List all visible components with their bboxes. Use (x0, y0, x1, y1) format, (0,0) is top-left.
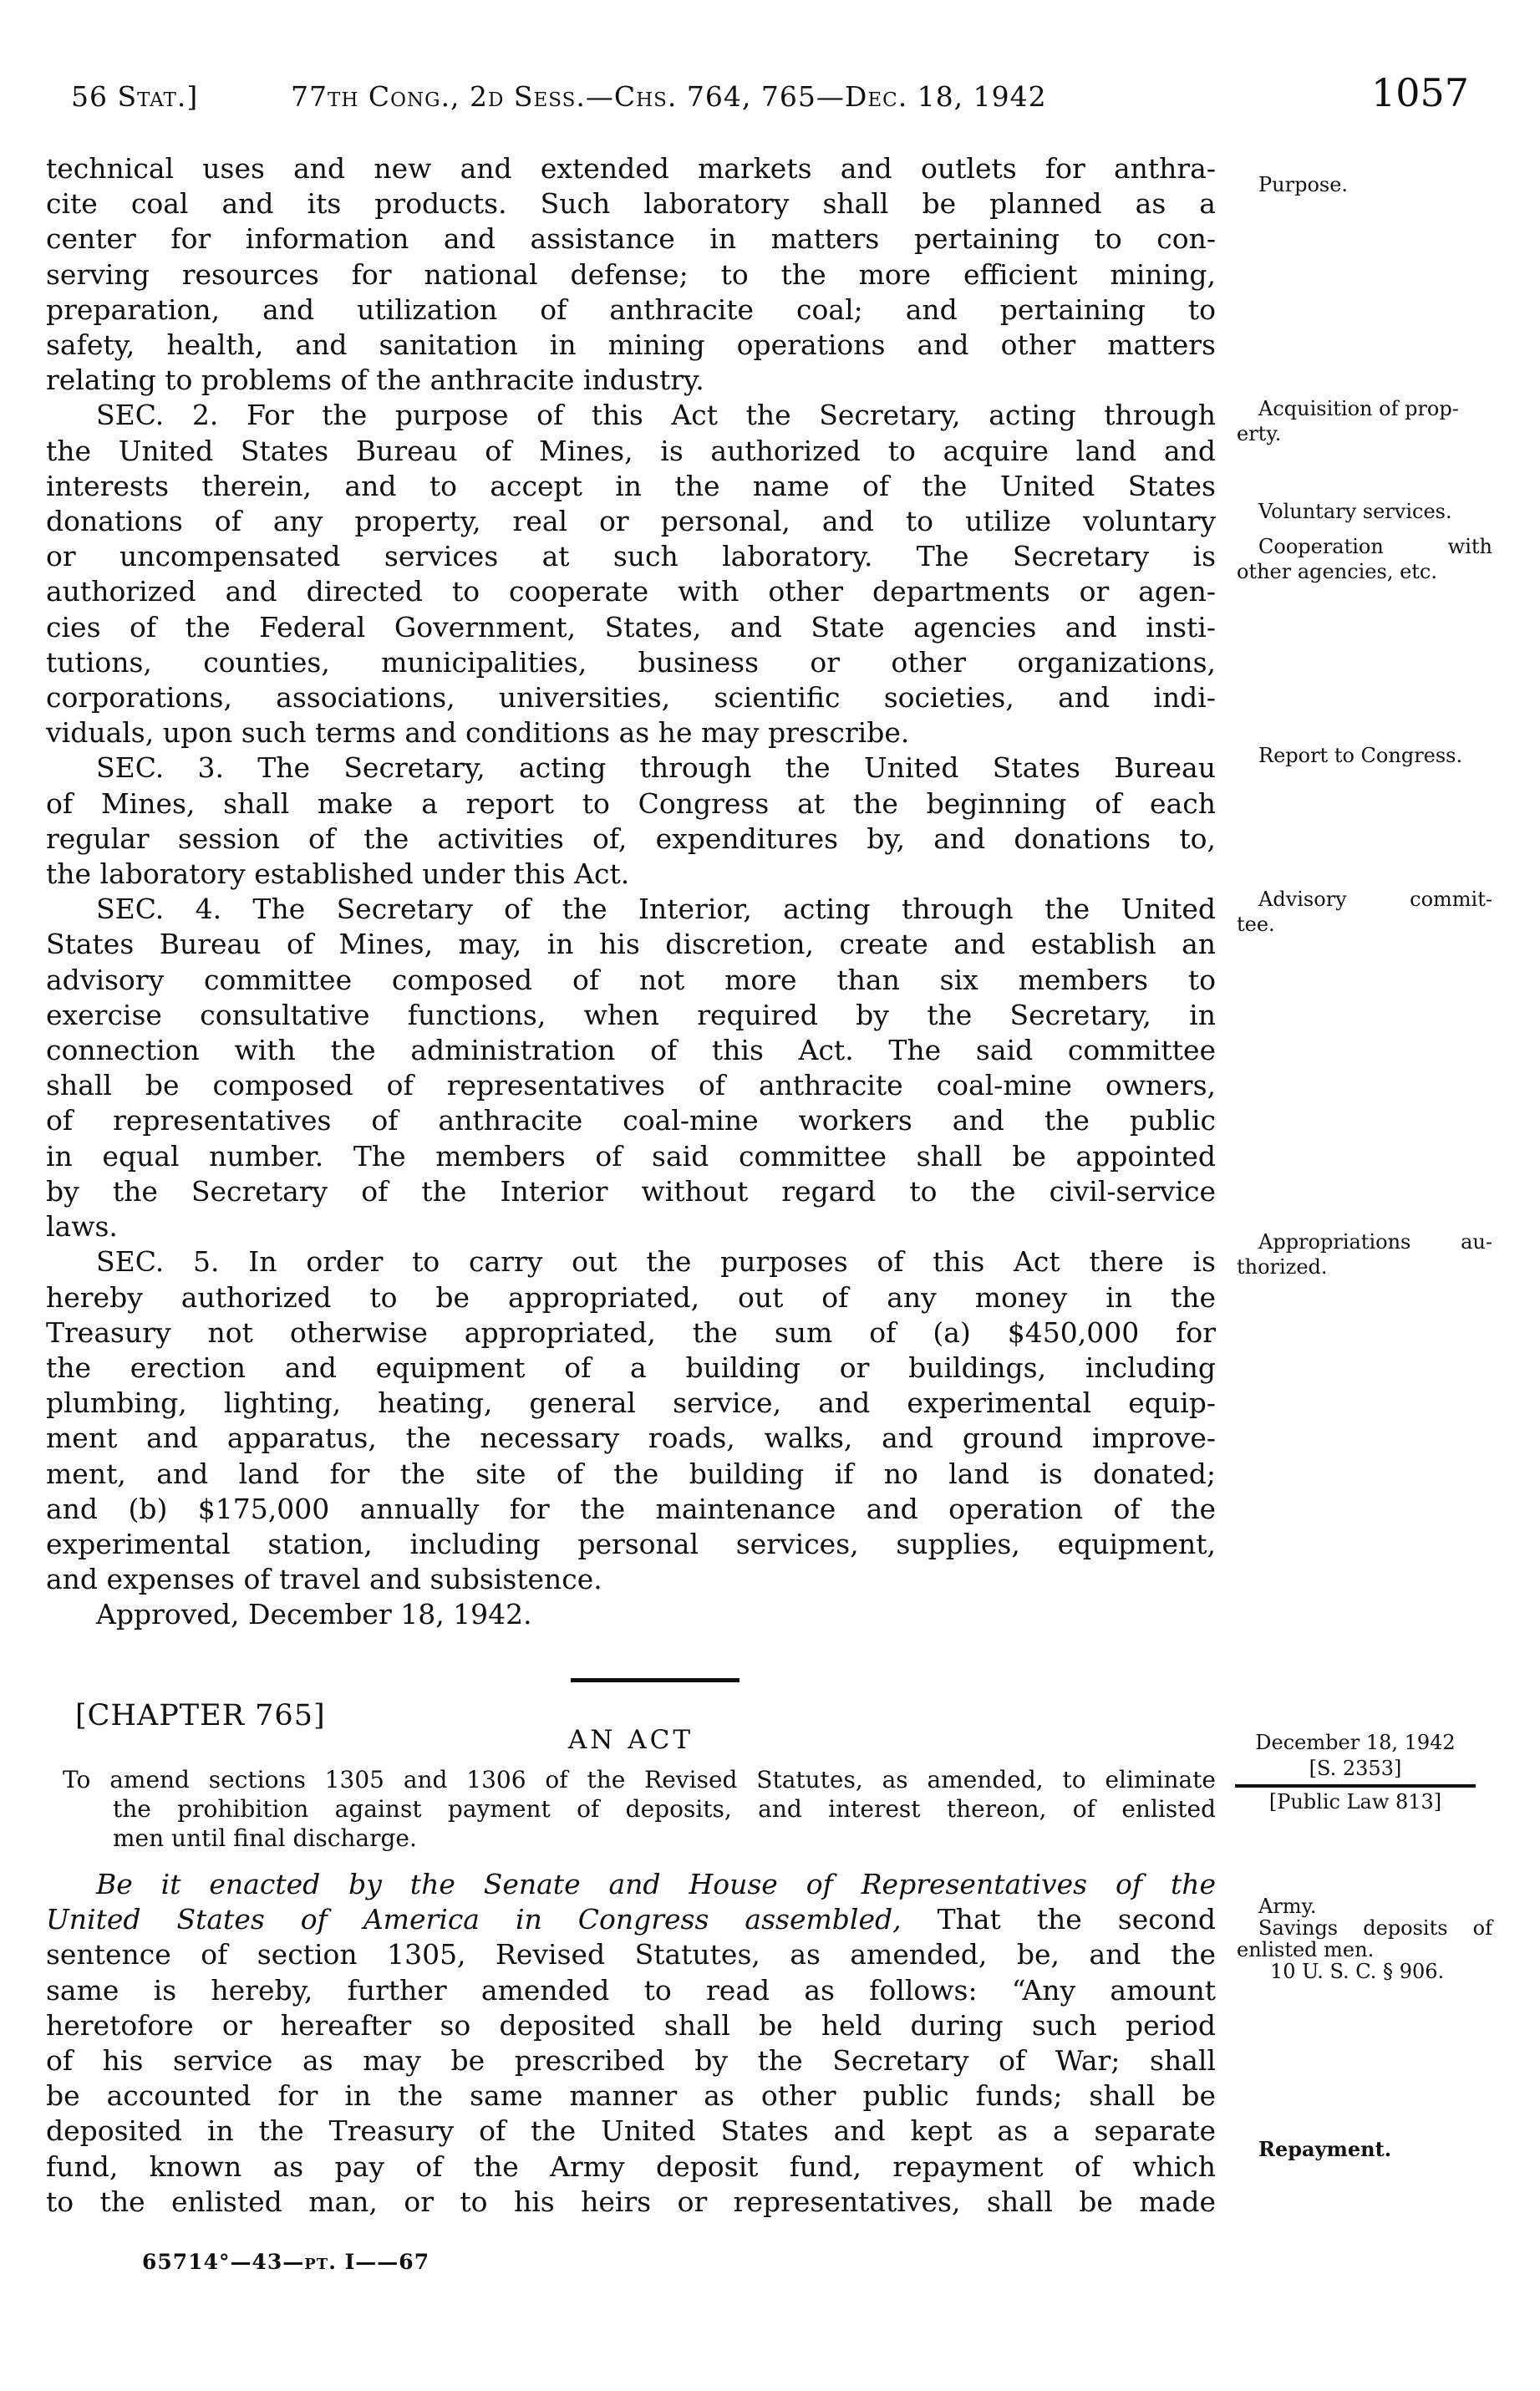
margin-note-line: Army. (1258, 1895, 1317, 1918)
margin-note-acquisition (1237, 396, 1492, 446)
separator-rule (571, 1678, 740, 1682)
body-line: ment and apparatus, the necessary roads, walks, and ground improve- (46, 1422, 1216, 1455)
enacting-clause-line (46, 1902, 1216, 1937)
body-line: the laboratory established under this Act. (46, 857, 630, 891)
body-line: States Bureau of Mines, may, in his discretion, create and establish an (46, 928, 1216, 961)
body-line: in equal number. The members of said committee shall be appointed (46, 1139, 1216, 1173)
body-line-sec5: SEC. 5. In order to carry out the purposes of this Act there is (96, 1245, 1216, 1279)
margin-rule (1235, 1784, 1476, 1788)
header-volume: 56 Stat.] (71, 80, 199, 113)
act-title-line: the prohibition against payment of deposits, and interest thereon, of enlisted (113, 1795, 1216, 1823)
margin-note-repayment (1237, 2137, 1492, 2162)
margin-note-line: Repayment. (1258, 2137, 1392, 2161)
margin-note-line: tee. (1237, 913, 1275, 936)
margin-note-line: Purpose. (1258, 173, 1349, 196)
body-line: hereby authorized to be appropriated, out of any money in the (46, 1280, 1216, 1314)
body-line: heretofore or hereafter so deposited shall be held during such period (46, 2008, 1216, 2042)
body-line: shall be composed of representatives of anthracite coal-mine owners, (46, 1069, 1216, 1102)
body-line: or uncompensated services at such laboratory. The Secretary is (46, 540, 1216, 573)
margin-note-line: Savings deposits of (1258, 1916, 1492, 1940)
body-line: and expenses of travel and subsistence. (46, 1563, 602, 1596)
margin-note-line: Report to Congress. (1258, 744, 1463, 767)
margin-note-army (1237, 1895, 1492, 1982)
body-line: tutions, counties, municipalities, business or other organizations, (46, 645, 1216, 679)
body-line: preparation, and utilization of anthracite coal; and pertaining to (46, 293, 1216, 326)
margin-note-appropriations (1237, 1229, 1492, 1279)
body-line: same is hereby, further amended to read as follows: “Any amount (46, 1973, 1216, 2007)
body-line: deposited in the Treasury of the United States and kept as a separate (46, 2114, 1216, 2148)
margin-note-usc-citation: 10 U. S. C. § 906. (1270, 1960, 1445, 1983)
margin-note-line: Acquisition of prop- (1258, 397, 1459, 420)
body-line: viduals, upon such terms and conditions as he may prescribe. (46, 716, 910, 750)
margin-note-advisory (1237, 887, 1492, 937)
margin-note-line: erty. (1237, 422, 1282, 445)
body-line: relating to problems of the anthracite industry. (46, 364, 704, 397)
body-line: cies of the Federal Government, States, and State agencies and insti- (46, 610, 1216, 644)
margin-note-ch765-header (1235, 1730, 1476, 1815)
body-line: by the Secretary of the Interior without regard to the civil-service (46, 1174, 1216, 1208)
body-line: Treasury not otherwise appropriated, the sum of (a) $450,000 for (46, 1315, 1216, 1349)
body-line-sec2: SEC. 2. For the purpose of this Act the Secretary, acting through (96, 399, 1216, 432)
body-line: cite coal and its products. Such laboratory shall be planned as a (46, 187, 1216, 221)
body-line: fund, known as pay of the Army deposit fund, repayment of which (46, 2149, 1216, 2183)
body-line: regular session of the activities of, expenditures by, and donations to, (46, 822, 1216, 855)
body-line: to the enlisted man, or to his heirs or representatives, shall be made (46, 2185, 1216, 2218)
body-line: ment, and land for the site of the building if no land is donated; (46, 1457, 1216, 1490)
header-session: 77th Cong., 2d Sess.—Chs. 764, 765—Dec. 18, 1942 (291, 80, 1047, 113)
margin-note-date: December 18, 1942 (1255, 1731, 1456, 1754)
body-line-sec3: SEC. 3. The Secretary, acting through the United States Bureau (96, 751, 1216, 785)
margin-note-line: Advisory commit- (1258, 888, 1492, 911)
margin-note-purpose (1237, 172, 1492, 197)
body-line: of Mines, shall make a report to Congress at the beginning of each (46, 786, 1216, 820)
body-line: of his service as may be prescribed by the Secretary of War; shall (46, 2044, 1216, 2078)
body-line: connection with the administration of this Act. The said committee (46, 1034, 1216, 1067)
body-line: serving resources for national defense; to the more efficient mining, (46, 257, 1216, 291)
margin-note-voluntary (1237, 499, 1492, 524)
body-line: plumbing, lighting, heating, general service, and experimental equip- (46, 1386, 1216, 1420)
body-line: interests therein, and to accept in the name of the United States (46, 469, 1216, 502)
act-764-body (46, 151, 1216, 1633)
act-heading: AN ACT (567, 1725, 694, 1755)
body-line: of representatives of anthracite coal-mine workers and the public (46, 1104, 1216, 1137)
margin-note-line: Voluntary services. (1258, 500, 1452, 523)
margin-note-public-law: [Public Law 813] (1268, 1790, 1442, 1814)
page-number: 1057 (1371, 70, 1470, 115)
margin-note-line: Appropriations au- (1258, 1230, 1492, 1254)
body-line-sec4: SEC. 4. The Secretary of the Interior, acting through the United (96, 893, 1216, 926)
body-line: sentence of section 1305, Revised Statutes, as amended, be, and the (46, 1938, 1216, 1971)
act-title-line: To amend sections 1305 and 1306 of the Revised Statutes, as amended, to eliminate (63, 1766, 1216, 1793)
body-line: authorized and directed to cooperate with other departments or agen- (46, 575, 1216, 608)
act-765-body (46, 1867, 1216, 2220)
margin-note-line: Cooperation with (1258, 535, 1492, 558)
margin-note-line: thorized. (1237, 1255, 1328, 1279)
margin-note-line: enlisted men. (1237, 1938, 1375, 1961)
body-line: center for information and assistance in matters pertaining to con- (46, 222, 1216, 256)
body-line: corporations, associations, universities, scientific societies, and indi- (46, 681, 1216, 715)
act-title-line: men until final discharge. (113, 1824, 417, 1852)
margin-note-bill-number: [S. 2353] (1309, 1757, 1402, 1780)
body-line: laws. (46, 1210, 118, 1244)
body-line: advisory committee composed of not more than six members to (46, 963, 1216, 996)
body-line: and (b) $175,000 annually for the maintenance and operation of the (46, 1492, 1216, 1525)
enacting-clause-italic: United States of America in Congress assembled, (46, 1903, 902, 1936)
body-line: be accounted for in the same manner as other public funds; shall be (46, 2079, 1216, 2113)
enacting-clause-roman: That the second (901, 1903, 1216, 1936)
act-title (46, 1765, 1216, 1853)
margin-note-cooperation (1237, 534, 1492, 584)
body-line: technical uses and new and extended markets and outlets for anthra- (46, 152, 1216, 185)
chapter-heading: [CHAPTER 765] (75, 1699, 326, 1732)
body-line: donations of any property, real or personal, and to utilize voluntary (46, 505, 1216, 538)
body-line: the United States Bureau of Mines, is authorized to acquire land and (46, 434, 1216, 467)
body-line: the erection and equipment of a building or buildings, including (46, 1351, 1216, 1384)
enacting-clause-line: Be it enacted by the Senate and House of Representatives of the (96, 1868, 1216, 1900)
margin-note-line: other agencies, etc. (1237, 560, 1437, 583)
page-footer-imprint: 65714°—43—pt. I——67 (142, 2250, 430, 2274)
body-line: exercise consultative functions, when required by the Secretary, in (46, 998, 1216, 1031)
approved-line: Approved, December 18, 1942. (96, 1598, 532, 1631)
body-line: experimental station, including personal services, supplies, equipment, (46, 1527, 1216, 1560)
margin-note-report (1237, 743, 1492, 768)
body-line: safety, health, and sanitation in mining operations and other matters (46, 328, 1216, 362)
